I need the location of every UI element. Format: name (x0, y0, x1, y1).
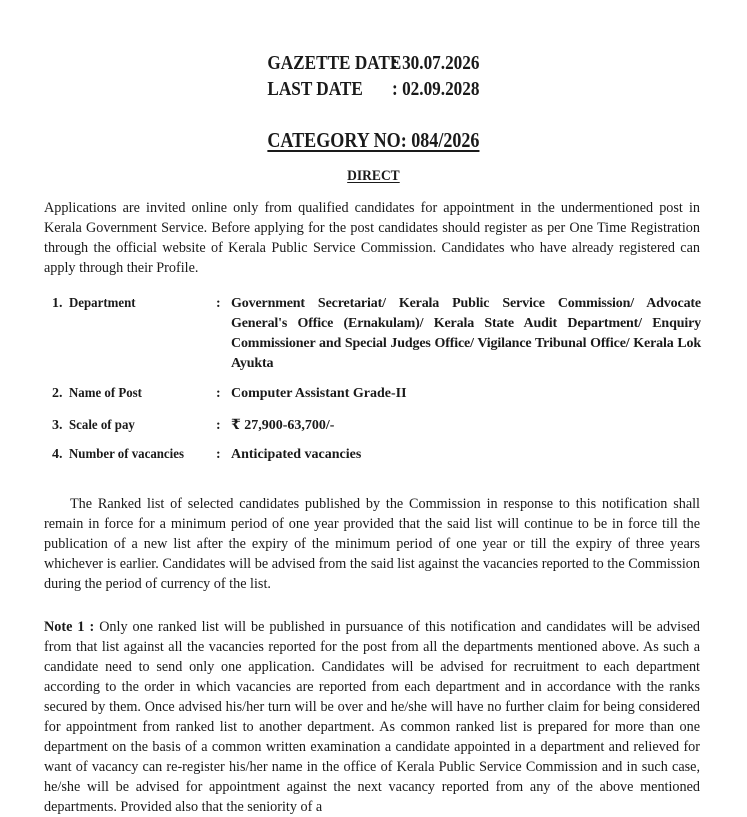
category-number: CATEGORY NO: 084/2026 (267, 128, 480, 152)
last-date-line (52, 76, 694, 102)
detail-value: Anticipated vacancies (231, 447, 362, 462)
detail-colon: : (216, 418, 221, 433)
detail-label: Department (69, 296, 136, 311)
detail-number: 2. (52, 386, 63, 401)
recruitment-mode: DIRECT (347, 168, 400, 184)
notification-header (52, 50, 694, 102)
intro-paragraph: Applications are invited online only from qualified candidates for appointment in the undermentioned post in Kerala Government Service. Before applying for the post candidates should register as per One Time Registration through the official website of Kerala Public Service Commission. Candidates who have already registered can apply through their Profile. (44, 200, 700, 276)
detail-item-pay-scale (52, 416, 702, 445)
detail-item-post (52, 384, 702, 416)
detail-colon: : (216, 296, 221, 311)
detail-colon: : (216, 386, 221, 401)
last-date-value: : 02.09.2028 (392, 78, 480, 100)
last-date-label: LAST DATE (267, 78, 363, 100)
note-1-label: Note 1 : (44, 619, 95, 635)
detail-label: Name of Post (69, 386, 142, 401)
detail-colon: : (216, 447, 221, 462)
detail-number: 1. (52, 296, 63, 311)
detail-value: Computer Assistant Grade-II (231, 386, 407, 401)
detail-item-vacancies (52, 445, 702, 469)
detail-label: Number of vacancies (69, 447, 184, 462)
gazette-date-label: GAZETTE DATE (267, 52, 402, 74)
detail-number: 3. (52, 418, 63, 433)
gazette-date-line (52, 50, 694, 76)
detail-value: Government Secretariat/ Kerala Public Service Commission/ Advocate General's Office (Ernakulam)/ Kerala State Audit Department/ Enquiry Commissioner and Special Judges Office/ Vigilance Tribunal Office/ Kerala Lok Ayukta (231, 296, 701, 371)
detail-label: Scale of pay (69, 418, 135, 433)
gazette-date-value: : 30.07.2026 (392, 52, 480, 74)
detail-value: ₹ 27,900-63,700/- (231, 418, 335, 433)
ranked-list-paragraph: The Ranked list of selected candidates published by the Commission in response to this notification shall remain in force for a minimum period of one year provided that the said list will continue to be in force till the publication of a new list after the expiry of the minimum period of one year or till the expiry of three years whichever is earlier. Candidates will be advised from the said list against the vacancies reported to the Commission during the period of currency of the list. (44, 496, 700, 592)
post-details-list (52, 294, 702, 469)
note-1-paragraph (44, 617, 700, 817)
detail-number: 4. (52, 447, 63, 462)
note-1-text: Only one ranked list will be published in pursuance of this notification and candidates will be advised from that list against all the vacancies reported for the post from all the departments mentioned above. As such a candidate need to send only one application. Candidates will be advised for recruitment to each department according to the order in which vacancies are reported from each department and in accordance with the ranks secured by them. Once advised his/her turn will be over and he/she will have no further claim for being considered for appointment from ranked list to another department. As common ranked list is prepared for more than one department on the basis of a common written examination a candidate appointed in a department and relieved for want of vacancy can re-register his/her name in the office of Kerala Public Service Commission and in such case, he/she will be advised for appointment against the next vacancy reported from any of the above mentioned departments. Provided also that the seniority of a (44, 619, 700, 815)
detail-item-department (52, 294, 702, 384)
